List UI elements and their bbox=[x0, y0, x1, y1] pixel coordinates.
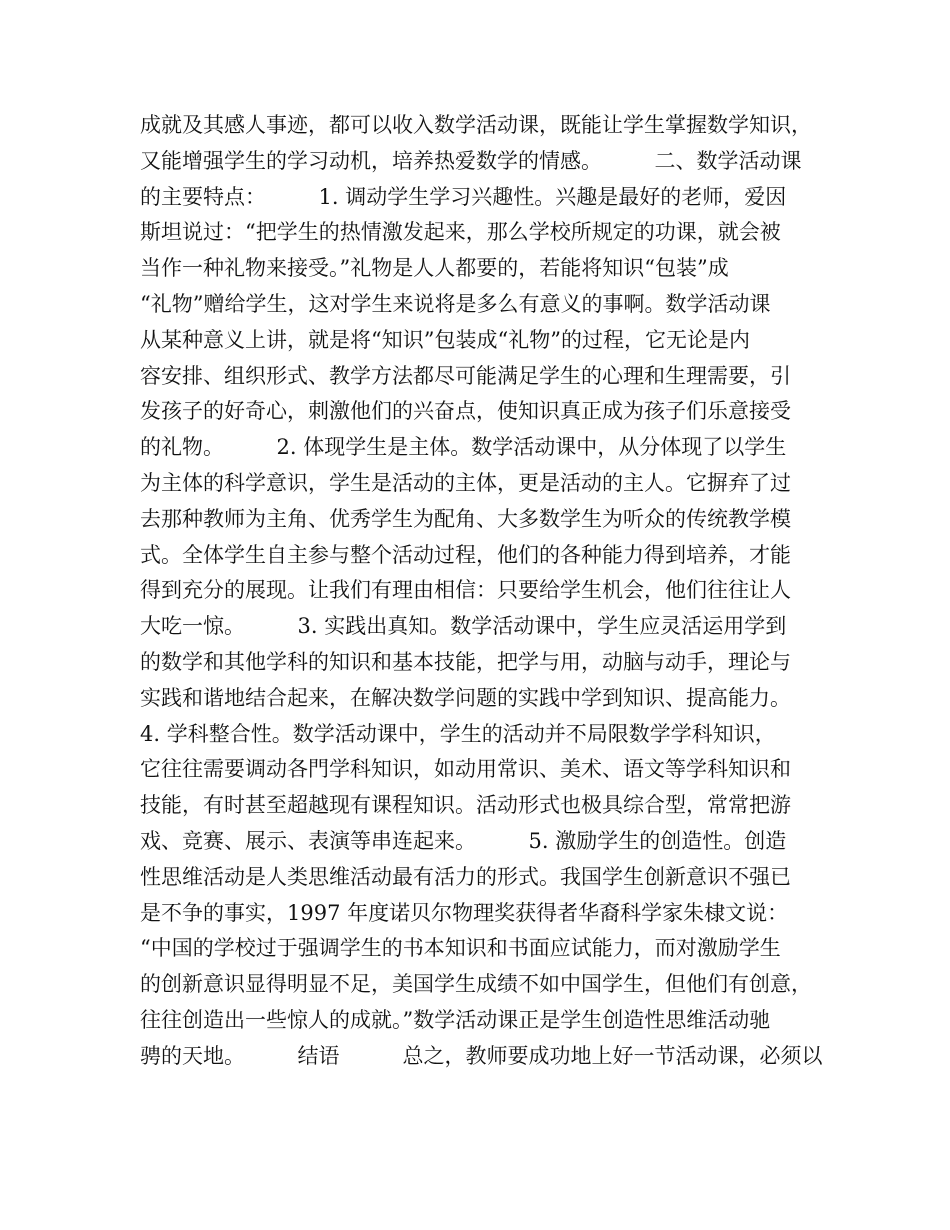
text-line: 的主要特点： 1. 调动学生学习兴趣性。兴趣是最好的老师，爱因 bbox=[140, 184, 787, 209]
text-line: 技能，有时甚至超越现有课程知识。活动形式也极具综合型，常常把游 bbox=[140, 793, 791, 818]
text-line: 大吃一惊。 3. 实践出真知。数学活动课中，学生应灵活运用学到 bbox=[140, 614, 787, 639]
text-line: 戏、竞赛、展示、表演等串连起来。 5. 激励学生的创造性。创造 bbox=[140, 828, 787, 853]
text-line: 从某种意义上讲，就是将“知识”包装成“礼物”的过程，它无论是内 bbox=[140, 327, 750, 352]
body-text bbox=[140, 108, 823, 1075]
text-line: 是不争的事实，1997 年度诺贝尔物理奖获得者华裔科学家朱棣文说： bbox=[140, 900, 789, 925]
text-line: 为主体的科学意识，学生是活动的主体，更是活动的主人。它摒弃了过 bbox=[140, 470, 791, 495]
text-line: 成就及其感人事迹，都可以收入数学活动课，既能让学生掌握数学知识， bbox=[140, 113, 812, 137]
text-line: 发孩子的好奇心，刺激他们的兴奋点，使知识真正成为孩子们乐意接受 bbox=[140, 399, 791, 424]
text-line: 它往往需要调动各門学科知识，如动用常识、美术、语文等学科知识和 bbox=[140, 757, 791, 782]
text-line: 的礼物。 2. 体现学生是主体。数学活动课中，从分体现了以学生 bbox=[140, 435, 787, 460]
text-line: 往往创造出一些惊人的成就。”数学活动课正是学生创造性思维活动驰 bbox=[140, 1007, 771, 1032]
text-line: 当作一种礼物来接受。”礼物是人人都要的，若能将知识“包装”成 bbox=[140, 256, 729, 281]
text-line: 又能增强学生的学习动机，培养热爱数学的情感。 二、数学活动课 bbox=[140, 148, 802, 173]
text-line: 式。全体学生自主参与整个活动过程，他们的各种能力得到培养，才能 bbox=[140, 542, 791, 567]
text-line: 的数学和其他学科的知识和基本技能，把学与用，动脑与动手，理论与 bbox=[140, 649, 791, 674]
text-line: 容安排、组织形式、教学方法都尽可能满足学生的心理和生理需要，引 bbox=[140, 363, 791, 388]
text-line: 去那种教师为主角、优秀学生为配角、大多数学生为听众的传统教学模 bbox=[140, 506, 791, 531]
text-line: “中国的学校过于强调学生的书本知识和书面应试能力，而对激励学生 bbox=[140, 936, 781, 961]
text-line: 斯坦说过：“把学生的热情激发起来，那么学校所规定的功课，就会被 bbox=[140, 220, 781, 245]
text-line: 实践和谐地结合起来，在解决数学问题的实践中学到知识、提高能力。 bbox=[140, 685, 791, 710]
text-line: “礼物”赠给学生，这对学生来说将是多么有意义的事啊。数学活动课 bbox=[140, 291, 771, 316]
text-line: 得到充分的展现。让我们有理由相信：只要给学生机会，他们往往让人 bbox=[140, 578, 791, 603]
text-line: 的创新意识显得明显不足，美国学生成绩不如中国学生，但他们有创意， bbox=[140, 972, 812, 997]
text-line: 4. 学科整合性。数学活动课中，学生的活动并不局限数学学科知识， bbox=[140, 721, 776, 746]
text-line: 骋的天地。 结语 总之，教师要成功地上好一节活动课，必须以 bbox=[140, 1043, 823, 1068]
text-line: 性思维活动是人类思维活动最有活力的形式。我国学生创新意识不强已 bbox=[140, 864, 791, 889]
